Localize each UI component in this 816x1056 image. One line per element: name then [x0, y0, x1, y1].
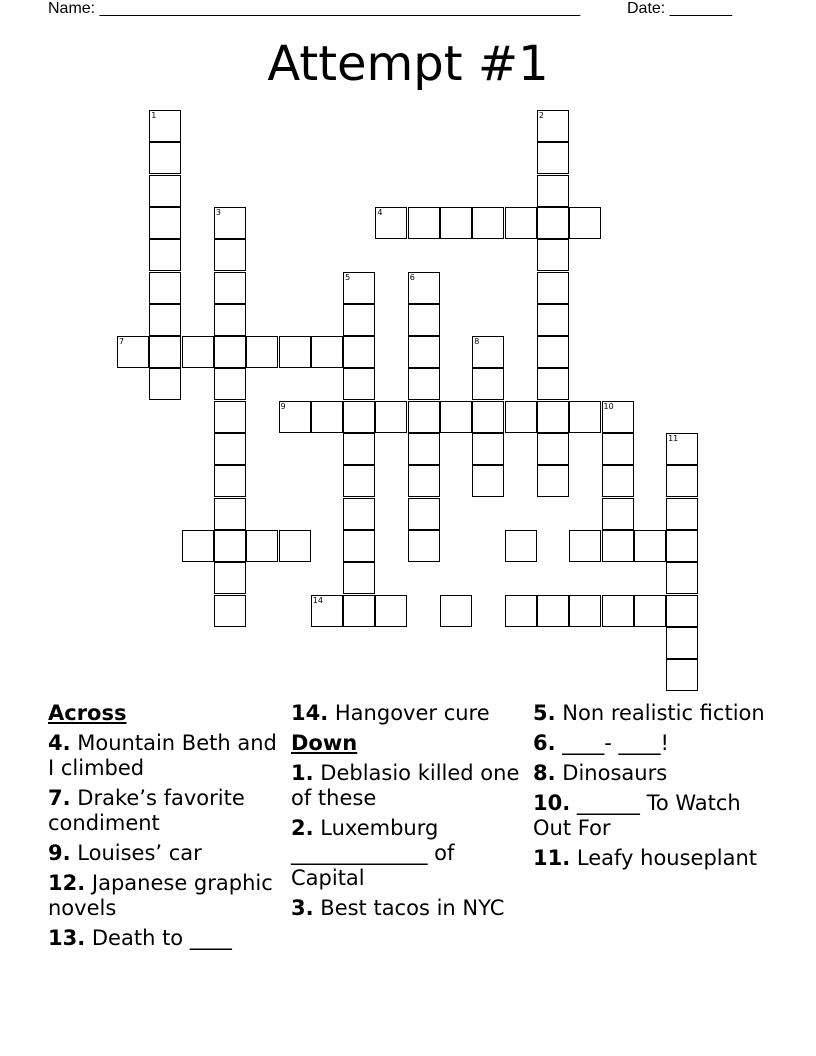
grid-cell[interactable]	[440, 401, 472, 433]
clues-column-3	[533, 701, 768, 876]
grid-cell[interactable]	[214, 272, 246, 304]
clue-number-label: 10	[603, 401, 614, 411]
grid-cell[interactable]	[214, 304, 246, 336]
grid-cell[interactable]	[408, 272, 440, 304]
clue-item	[533, 846, 768, 871]
clue-number: 5.	[533, 701, 556, 725]
clue-text: Leafy houseplant	[576, 846, 758, 870]
clue-number: 9.	[48, 841, 71, 865]
clue-text: Dinosaurs	[562, 761, 668, 785]
grid-cell[interactable]	[343, 562, 375, 594]
grid-cell[interactable]	[602, 498, 634, 530]
grid-cell[interactable]	[408, 401, 440, 433]
grid-cell[interactable]	[182, 336, 214, 368]
clue-item	[48, 731, 283, 781]
grid-cell[interactable]	[246, 336, 278, 368]
clue-text: Deblasio killed one of these	[291, 761, 520, 810]
clue-text: Louises’ car	[77, 841, 202, 865]
grid-cell[interactable]	[408, 336, 440, 368]
grid-cell[interactable]	[666, 595, 698, 627]
grid-cell[interactable]	[343, 465, 375, 497]
clue-item	[48, 926, 283, 951]
grid-cell[interactable]	[569, 401, 601, 433]
grid-cell[interactable]	[375, 401, 407, 433]
grid-cell[interactable]	[149, 175, 181, 207]
clue-item	[533, 791, 768, 841]
clue-text: ____- ____!	[562, 731, 669, 755]
grid-cell[interactable]	[472, 401, 504, 433]
grid-cell[interactable]	[505, 207, 537, 239]
clue-item	[48, 786, 283, 836]
clue-number: 13.	[48, 926, 86, 950]
clue-text: Japanese graphic novels	[48, 871, 273, 920]
grid-cell[interactable]	[666, 659, 698, 691]
grid-cell[interactable]	[537, 239, 569, 271]
grid-cell[interactable]	[214, 530, 246, 562]
grid-cell[interactable]	[214, 465, 246, 497]
clue-number: 6.	[533, 731, 556, 755]
clue-number: 10.	[533, 791, 571, 815]
grid-cell[interactable]	[634, 530, 666, 562]
grid-cell[interactable]	[149, 304, 181, 336]
grid-cell[interactable]	[214, 207, 246, 239]
clue-text: Mountain Beth and I climbed	[48, 731, 277, 780]
clue-text: Drake’s favorite condiment	[48, 786, 245, 835]
clue-number-label: 4	[377, 207, 383, 217]
grid-cell[interactable]	[214, 336, 246, 368]
clue-item	[533, 731, 768, 756]
down-clue-list-continued	[533, 701, 768, 871]
grid-cell[interactable]	[537, 142, 569, 174]
grid-cell[interactable]	[569, 530, 601, 562]
grid-cell[interactable]	[214, 498, 246, 530]
grid-cell[interactable]	[408, 207, 440, 239]
clue-number-label: 3	[215, 207, 221, 217]
clue-number: 4.	[48, 731, 71, 755]
down-clue-list	[291, 761, 523, 921]
grid-cell[interactable]	[666, 498, 698, 530]
grid-cell[interactable]	[537, 465, 569, 497]
clues-column-1	[48, 701, 283, 956]
grid-cell[interactable]	[537, 433, 569, 465]
date-field-label: Date: _______	[627, 0, 732, 17]
grid-cell[interactable]	[408, 368, 440, 400]
grid-cell[interactable]	[537, 595, 569, 627]
grid-cell[interactable]	[343, 368, 375, 400]
grid-cell[interactable]	[408, 465, 440, 497]
across-clue-list-continued	[291, 701, 523, 726]
grid-cell[interactable]	[408, 304, 440, 336]
grid-cell[interactable]	[343, 401, 375, 433]
grid-cell[interactable]	[117, 336, 149, 368]
grid-cell[interactable]	[214, 239, 246, 271]
grid-cell[interactable]	[666, 627, 698, 659]
clue-number: 1.	[291, 761, 314, 785]
grid-cell[interactable]	[537, 336, 569, 368]
grid-cell[interactable]	[666, 465, 698, 497]
clue-text: Death to ____	[91, 926, 232, 950]
grid-cell[interactable]	[214, 401, 246, 433]
clue-number-label: 8	[474, 337, 480, 347]
grid-cell[interactable]	[602, 401, 634, 433]
grid-cell[interactable]	[149, 336, 181, 368]
grid-cell[interactable]	[246, 530, 278, 562]
grid-cell[interactable]	[537, 110, 569, 142]
grid-cell[interactable]	[311, 595, 343, 627]
grid-cell[interactable]	[149, 368, 181, 400]
grid-cell[interactable]	[408, 530, 440, 562]
grid-cell[interactable]	[343, 433, 375, 465]
grid-cell[interactable]	[602, 465, 634, 497]
clue-number: 3.	[291, 896, 314, 920]
grid-cell[interactable]	[472, 368, 504, 400]
grid-cell[interactable]	[149, 239, 181, 271]
clue-item	[291, 816, 523, 891]
grid-cell[interactable]	[440, 595, 472, 627]
grid-cell[interactable]	[537, 304, 569, 336]
grid-cell[interactable]	[279, 401, 311, 433]
grid-cell[interactable]	[279, 336, 311, 368]
grid-cell[interactable]	[472, 336, 504, 368]
clue-text: Hangover cure	[334, 701, 490, 725]
clue-number-label: 2	[538, 111, 544, 120]
clue-item	[48, 871, 283, 921]
clue-number-label: 14	[312, 595, 323, 605]
grid-cell[interactable]	[602, 433, 634, 465]
grid-cell[interactable]	[505, 530, 537, 562]
grid-cell[interactable]	[343, 304, 375, 336]
grid-cell[interactable]	[666, 562, 698, 594]
grid-cell[interactable]	[214, 433, 246, 465]
grid-cell[interactable]	[311, 336, 343, 368]
clue-number: 7.	[48, 786, 71, 810]
clue-number: 12.	[48, 871, 86, 895]
grid-cell[interactable]	[505, 401, 537, 433]
clue-text: Luxemburg _____________ of Capital	[291, 816, 455, 890]
clue-number: 8.	[533, 761, 556, 785]
clue-number-label: 5	[345, 272, 351, 282]
clue-number-label: 1	[151, 111, 157, 120]
page-title: Attempt #1	[267, 36, 549, 92]
grid-cell[interactable]	[602, 595, 634, 627]
clue-text: Best tacos in NYC	[320, 896, 505, 920]
grid-cell[interactable]	[311, 401, 343, 433]
grid-cell[interactable]	[149, 142, 181, 174]
grid-cell[interactable]	[214, 562, 246, 594]
grid-cell[interactable]	[537, 368, 569, 400]
clue-text: Non realistic fiction	[562, 701, 765, 725]
clue-number: 14.	[291, 701, 329, 725]
grid-cell[interactable]	[408, 498, 440, 530]
grid-cell[interactable]	[279, 530, 311, 562]
clue-number: 2.	[291, 816, 314, 840]
grid-cell[interactable]	[343, 595, 375, 627]
clue-number-label: 9	[280, 401, 286, 411]
clue-number-label: 7	[119, 337, 125, 347]
grid-cell[interactable]	[343, 336, 375, 368]
grid-cell[interactable]	[537, 207, 569, 239]
grid-cell[interactable]	[537, 401, 569, 433]
clue-item	[533, 761, 768, 786]
clue-item	[48, 841, 283, 866]
grid-cell[interactable]	[505, 595, 537, 627]
grid-cell[interactable]	[666, 433, 698, 465]
grid-cell[interactable]	[182, 530, 214, 562]
grid-cell[interactable]	[472, 207, 504, 239]
grid-cell[interactable]	[375, 207, 407, 239]
grid-cell[interactable]	[440, 207, 472, 239]
grid-cell[interactable]	[214, 595, 246, 627]
grid-cell[interactable]	[537, 175, 569, 207]
grid-cell[interactable]	[569, 595, 601, 627]
grid-cell[interactable]	[634, 595, 666, 627]
grid-cell[interactable]	[343, 498, 375, 530]
grid-cell[interactable]	[149, 272, 181, 304]
grid-cell[interactable]	[408, 433, 440, 465]
clue-item	[291, 896, 523, 921]
across-clue-list	[48, 731, 283, 951]
clue-text: ______ To Watch Out For	[533, 791, 741, 840]
across-heading: Across	[48, 701, 127, 725]
grid-cell[interactable]	[666, 530, 698, 562]
grid-cell[interactable]	[537, 272, 569, 304]
grid-cell[interactable]	[569, 207, 601, 239]
clue-item	[291, 761, 523, 811]
grid-cell[interactable]	[375, 595, 407, 627]
grid-cell[interactable]	[472, 465, 504, 497]
grid-cell[interactable]	[602, 530, 634, 562]
clue-item	[291, 701, 523, 726]
clues-column-2	[291, 701, 523, 926]
clue-number-label: 6	[409, 272, 415, 282]
down-heading: Down	[291, 731, 358, 755]
clue-item	[533, 701, 768, 726]
grid-cell[interactable]	[149, 207, 181, 239]
grid-cell[interactable]	[214, 368, 246, 400]
grid-cell[interactable]	[472, 433, 504, 465]
clue-number-label: 11	[668, 434, 679, 443]
name-field-label: Name: ______________________________________________________	[48, 0, 581, 17]
grid-cell[interactable]	[343, 272, 375, 304]
clue-number: 11.	[533, 846, 571, 870]
grid-cell[interactable]	[343, 530, 375, 562]
grid-cell[interactable]	[149, 110, 181, 142]
